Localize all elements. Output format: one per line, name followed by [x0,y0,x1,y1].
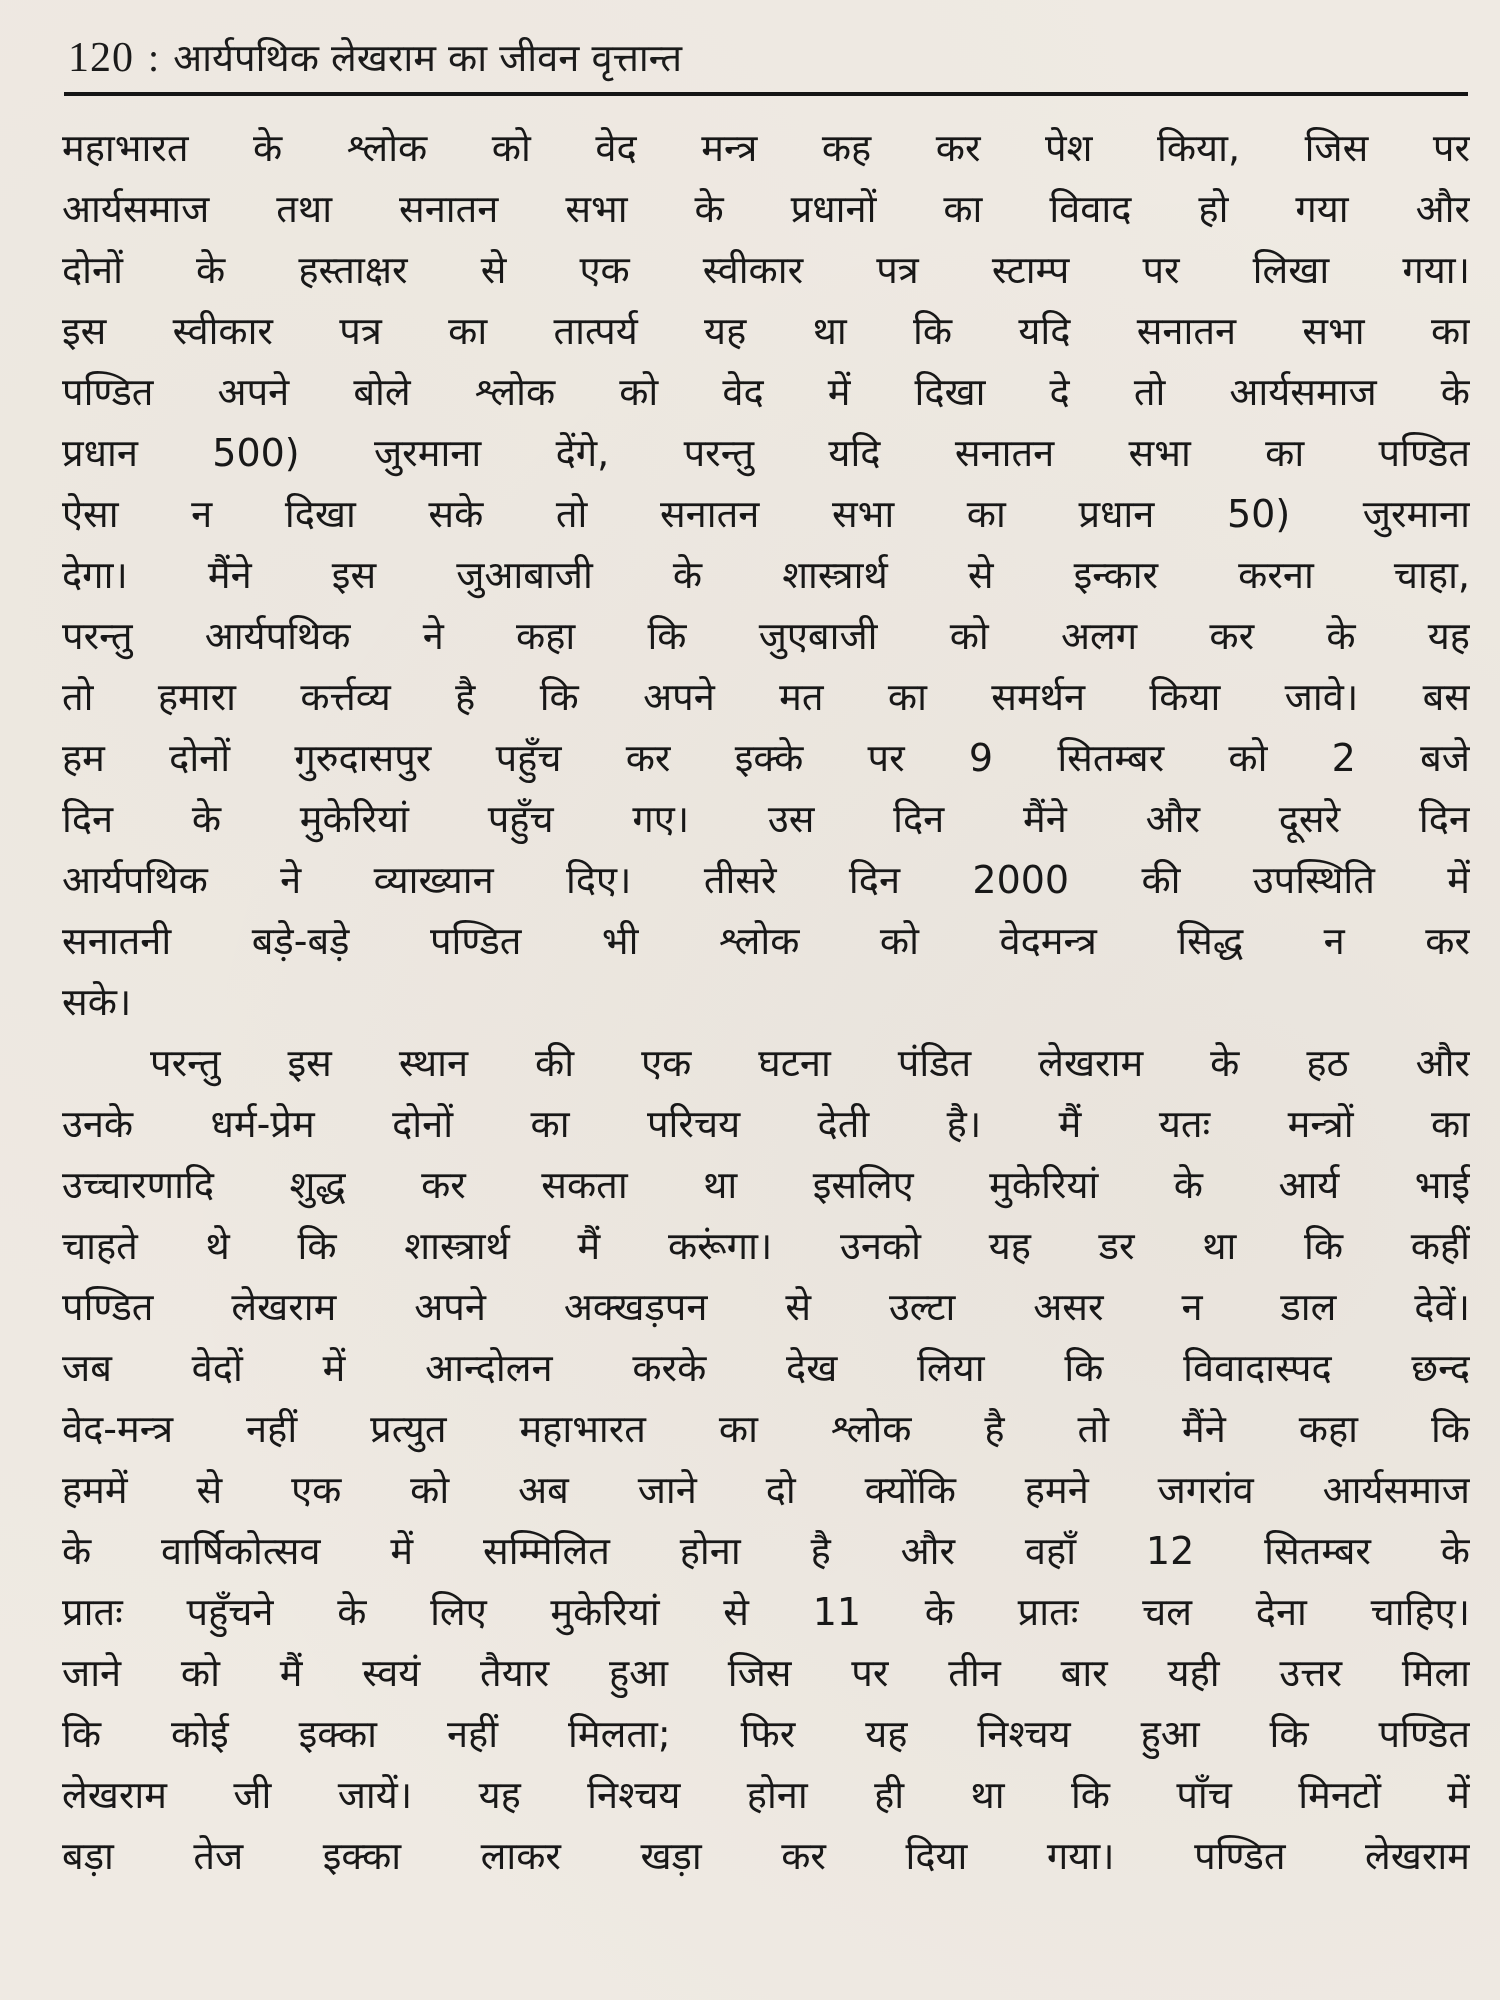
text-line: जाने को मैं स्वयं तैयार हुआ जिस पर तीन बार यही उत्तर मिला [62,1651,1470,1695]
text-line: इस स्वीकार पत्र का तात्पर्य यह था कि यदि सनातन सभा का [62,309,1470,353]
text-line: तो हमारा कर्त्तव्य है कि अपने मत का समर्थन किया जावे। बस [62,675,1470,719]
text-line: हम दोनों गुरुदासपुर पहुँच कर इक्के पर 9 सितम्बर को 2 बजे [62,736,1470,780]
text-line: आर्यपथिक ने व्याख्यान दिए। तीसरे दिन 2000 की उपस्थिति में [62,858,1470,902]
text-line: बड़ा तेज इक्का लाकर खड़ा कर दिया गया। पण्डित लेखराम [62,1834,1470,1878]
text-line: के वार्षिकोत्सव में सम्मिलित होना है और वहाँ 12 सितम्बर के [62,1529,1470,1573]
text-line: सनातनी बड़े-बड़े पण्डित भी श्लोक को वेदमन्त्र सिद्ध न कर [62,919,1470,963]
text-line: परन्तु इस स्थान की एक घटना पंडित लेखराम के हठ और [150,1041,1470,1085]
page-number: 120 [68,35,134,81]
text-line: पण्डित अपने बोले श्लोक को वेद में दिखा दे तो आर्यसमाज के [62,370,1470,414]
text-line: कि कोई इक्का नहीं मिलता; फिर यह निश्चय हुआ कि पण्डित [62,1712,1470,1756]
text-line: सके। [62,980,132,1024]
text-line: उच्चारणादि शुद्ध कर सकता था इसलिए मुकेरियां के आर्य भाई [62,1163,1470,1207]
text-line: प्रधान 500) जुरमाना देंगे, परन्तु यदि सनातन सभा का पण्डित [62,431,1470,475]
text-line: वेद-मन्त्र नहीं प्रत्युत महाभारत का श्लोक है तो मैंने कहा कि [62,1407,1470,1451]
paragraph [62,1033,1470,1887]
text-line: उनके धर्म-प्रेम दोनों का परिचय देती है। मैं यतः मन्त्रों का [62,1102,1470,1146]
text-line: पण्डित लेखराम अपने अक्खड़पन से उल्टा असर न डाल देवें। [62,1285,1470,1329]
text-line: देगा। मैंने इस जुआबाजी के शास्त्रार्थ से इन्कार करना चाहा, [62,553,1470,597]
running-title: आर्यपथिक लेखराम का जीवन वृत्तान्त [173,36,683,80]
text-line: जब वेदों में आन्दोलन करके देख लिया कि विवादास्पद छन्द [62,1346,1470,1390]
text-line: आर्यसमाज तथा सनातन सभा के प्रधानों का विवाद हो गया और [62,187,1470,231]
text-line: प्रातः पहुँचने के लिए मुकेरियां से 11 के प्रातः चल देना चाहिए। [62,1590,1470,1634]
text-line: परन्तु आर्यपथिक ने कहा कि जुएबाजी को अलग कर के यह [62,614,1470,658]
text-line: लेखराम जी जायें। यह निश्चय होना ही था कि पाँच मिनटों में [62,1773,1470,1817]
text-line: चाहते थे कि शास्त्रार्थ मैं करूंगा। उनको यह डर था कि कहीं [62,1224,1470,1268]
paragraph [62,118,1470,1033]
text-line: दोनों के हस्ताक्षर से एक स्वीकार पत्र स्टाम्प पर लिखा गया। [62,248,1470,292]
running-header [68,28,1468,88]
text-line: महाभारत के श्लोक को वेद मन्त्र कह कर पेश किया, जिस पर [62,126,1470,170]
text-line: दिन के मुकेरियां पहुँच गए। उस दिन मैंने और दूसरे दिन [62,797,1470,841]
text-line: हममें से एक को अब जाने दो क्योंकि हमने जगरांव आर्यसमाज [62,1468,1470,1512]
text-line: ऐसा न दिखा सके तो सनातन सभा का प्रधान 50) जुरमाना [62,492,1470,536]
header-rule [64,92,1468,96]
body-text [62,118,1470,1887]
header-separator: : [148,35,160,80]
